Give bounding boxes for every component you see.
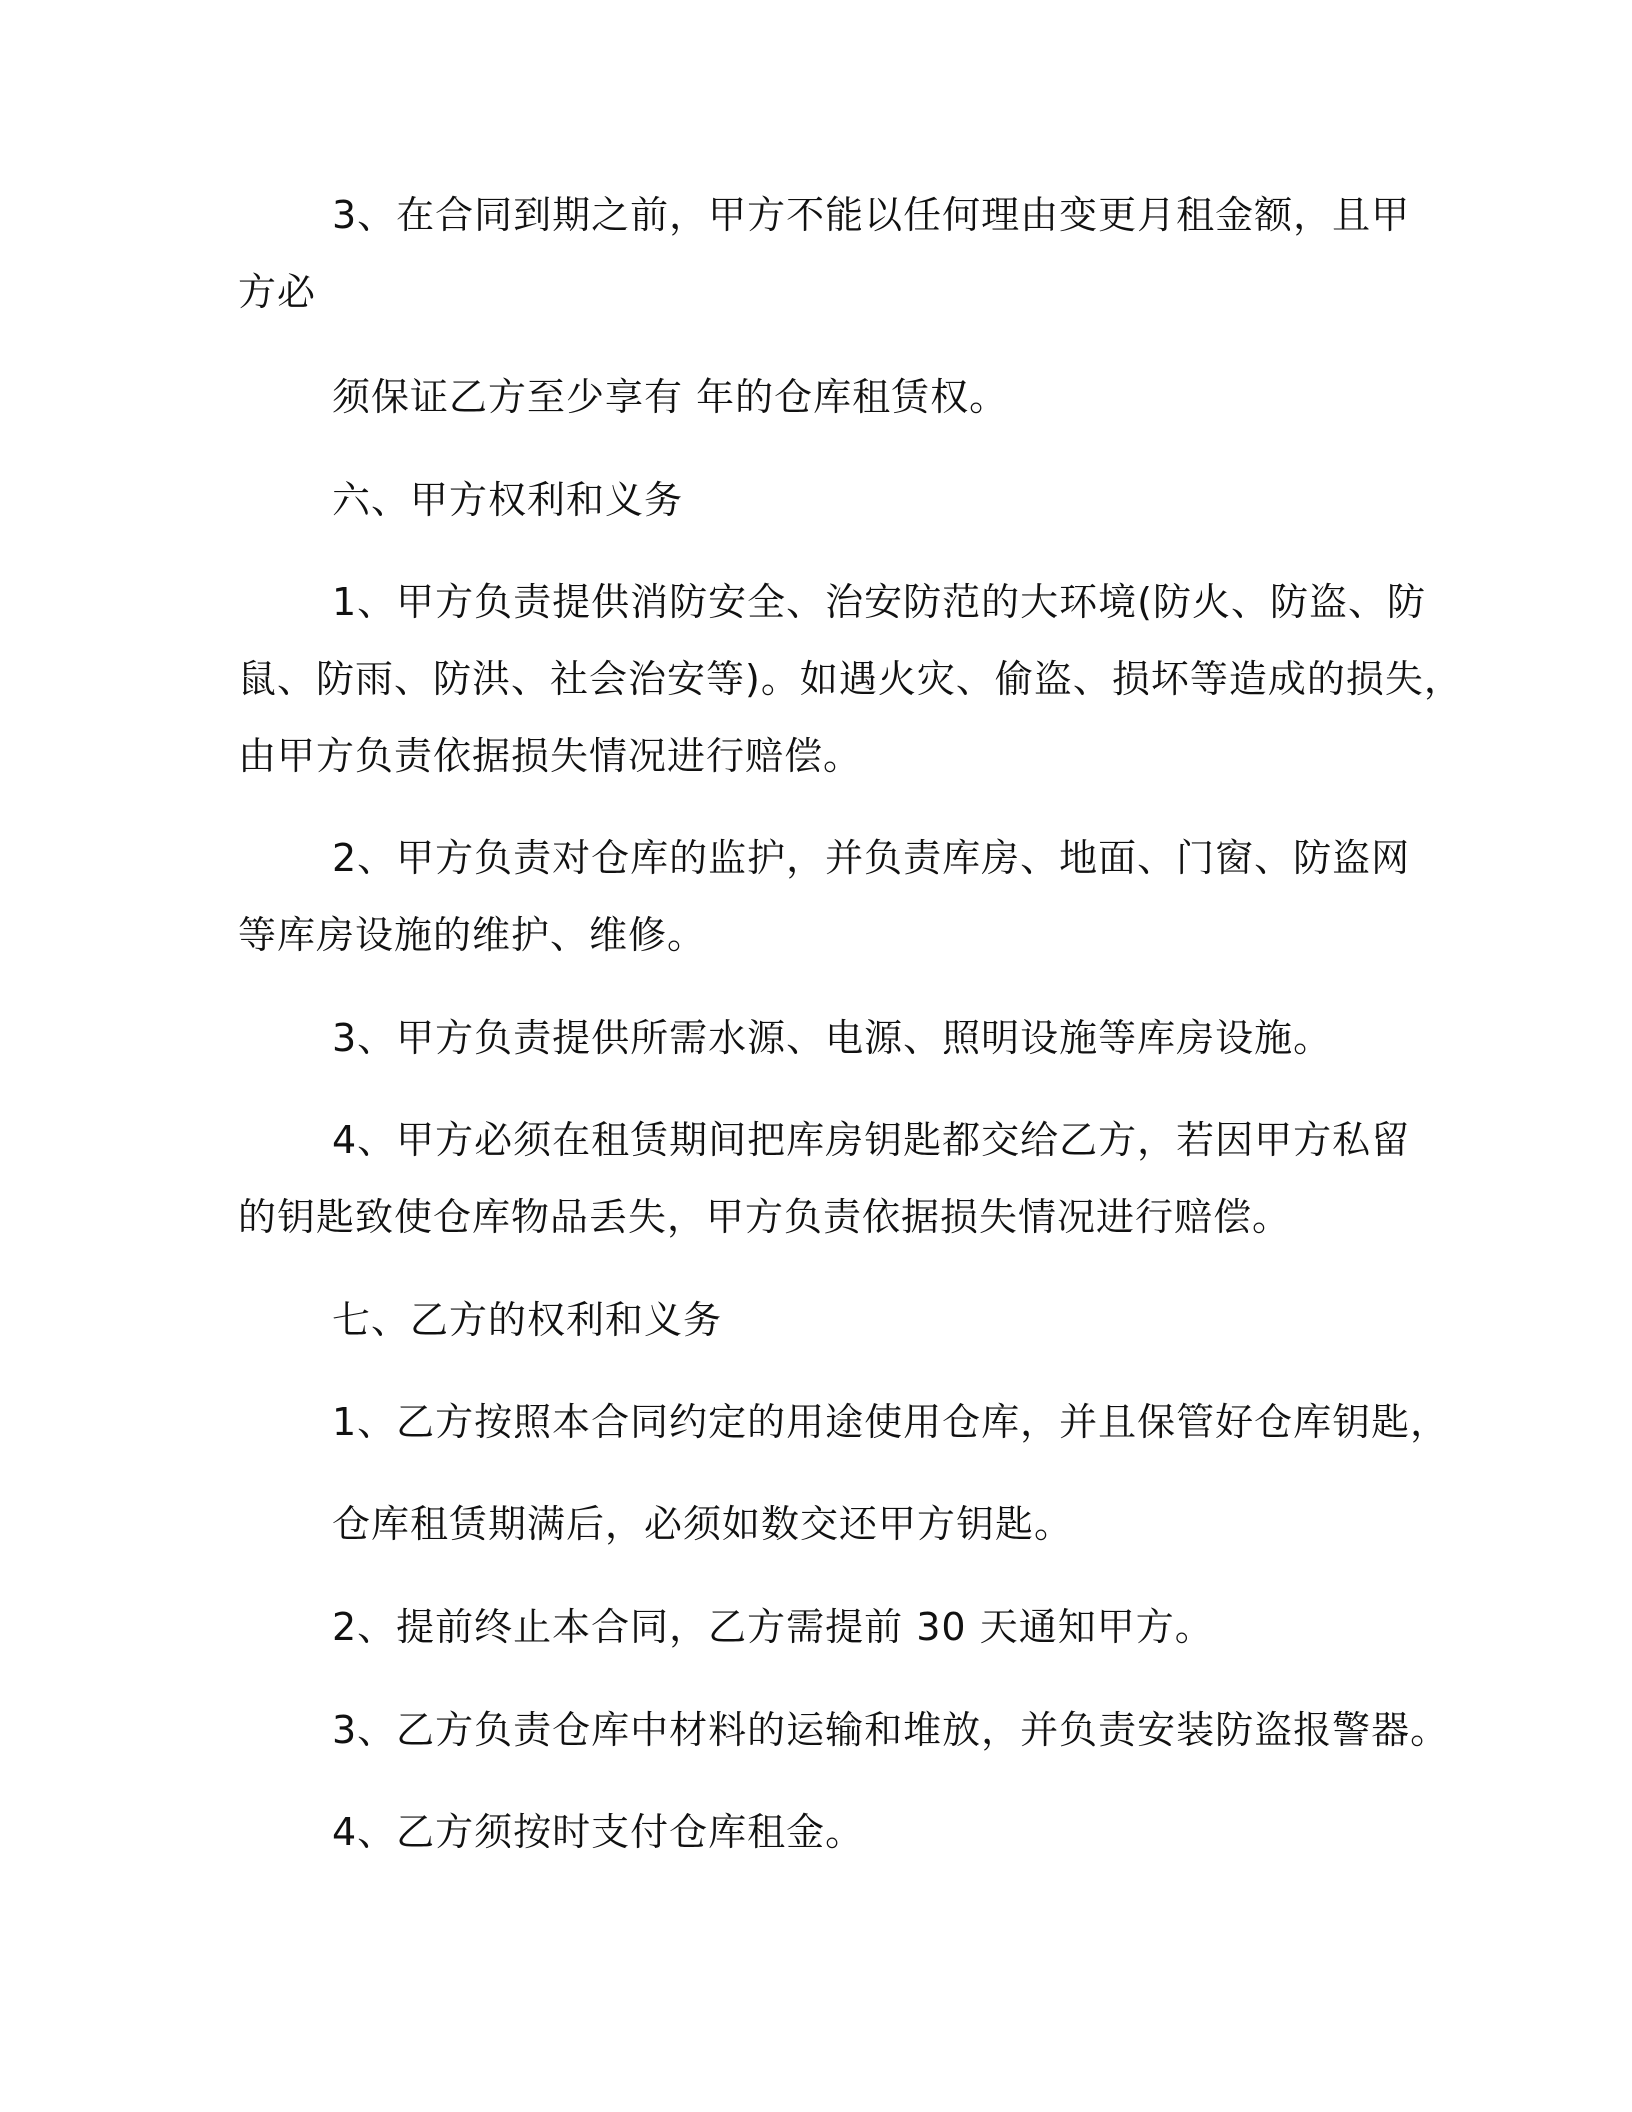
text-line: 方必	[238, 270, 317, 314]
text-line: 2、提前终止本合同，乙方需提前 30 天通知甲方。	[332, 1605, 1214, 1649]
text-line: 4、甲方必须在租赁期间把库房钥匙都交给乙方，若因甲方私留	[332, 1118, 1411, 1162]
text-line: 1、乙方按照本合同约定的用途使用仓库，并且保管好仓库钥匙，	[332, 1400, 1450, 1444]
text-line: 2、甲方负责对仓库的监护，并负责库房、地面、门窗、防盗网	[332, 836, 1411, 880]
text-line: 等库房设施的维护、维修。	[238, 913, 707, 957]
text-line: 3、乙方负责仓库中材料的运输和堆放，并负责安装防盗报警器。	[332, 1708, 1450, 1752]
text-line: 1、甲方负责提供消防安全、治安防范的大环境(防火、防盗、防	[332, 580, 1427, 624]
section-heading: 六、甲方权利和义务	[332, 478, 684, 522]
text-line: 须保证乙方至少享有 年的仓库租赁权。	[332, 375, 1009, 419]
text-line: 3、甲方负责提供所需水源、电源、照明设施等库房设施。	[332, 1016, 1333, 1060]
text-line: 3、在合同到期之前，甲方不能以任何理由变更月租金额，且甲	[332, 193, 1411, 237]
text-line: 由甲方负责依据损失情况进行赔偿。	[238, 734, 863, 778]
text-line: 仓库租赁期满后，必须如数交还甲方钥匙。	[332, 1502, 1074, 1546]
text-line: 鼠、防雨、防洪、社会治安等)。如遇火灾、偷盗、损坏等造成的损失，	[238, 657, 1463, 701]
text-line: 4、乙方须按时支付仓库租金。	[332, 1810, 865, 1854]
text-line: 的钥匙致使仓库物品丢失，甲方负责依据损失情况进行赔偿。	[238, 1195, 1292, 1239]
section-heading: 七、乙方的权利和义务	[332, 1298, 723, 1342]
